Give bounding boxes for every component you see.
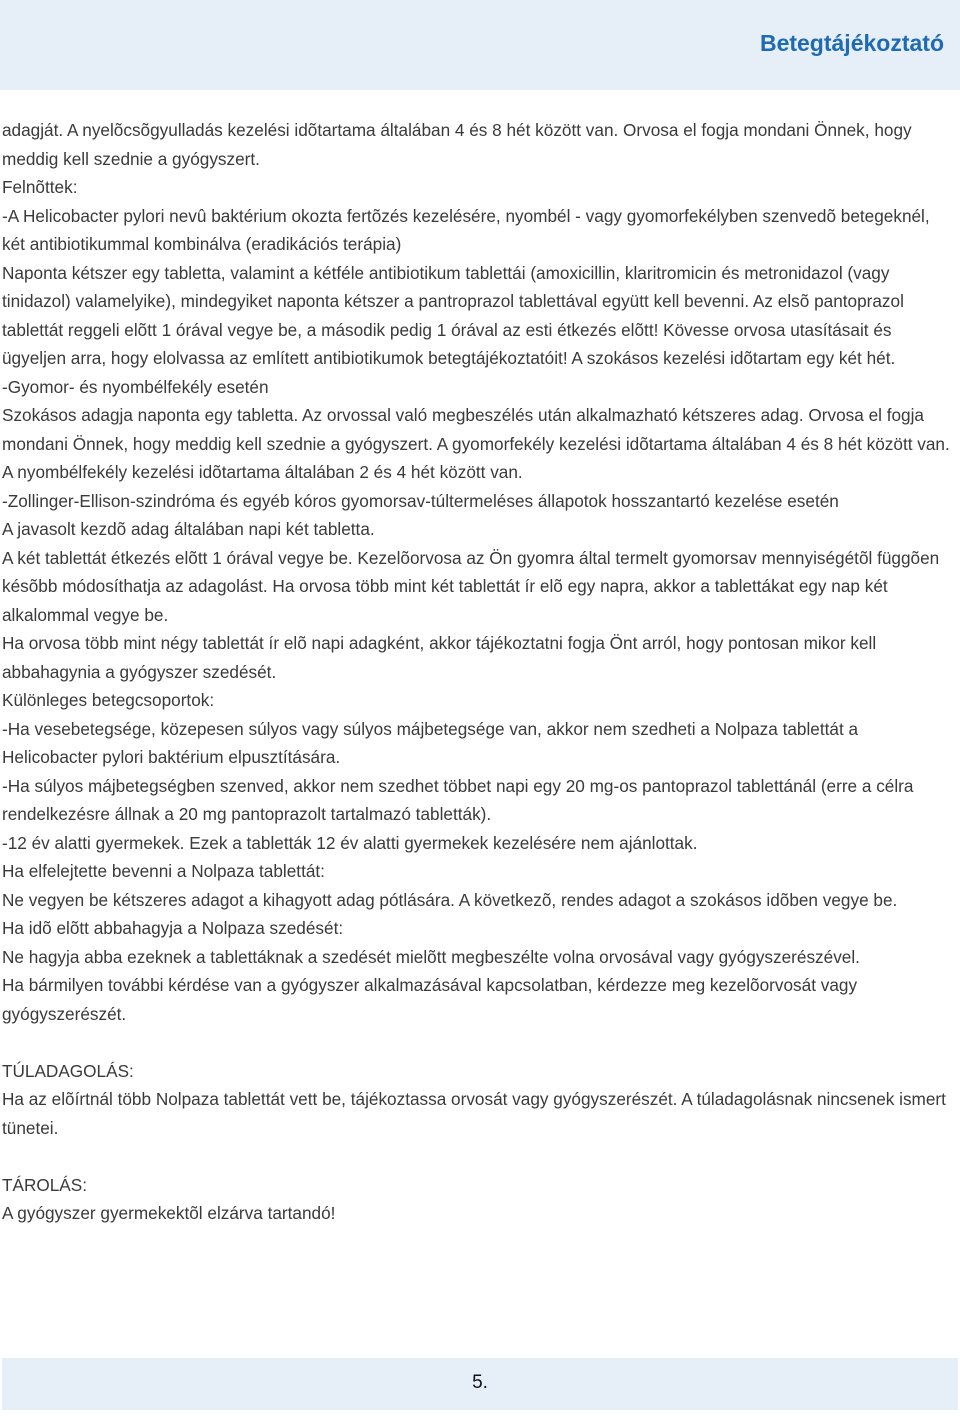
section-label-adults: Felnõttek: [2,177,78,197]
paragraph: Ha orvosa több mint négy tablettát ír elõ napi adagként, akkor tájékoztatni fogja Önt arról, hogy pontosan mikor kell abbahagynia a gyógyszer szedését. [2,633,877,682]
document-body [2,116,954,1228]
paragraph: adagját. A nyelõcsõgyulladás kezelési idõtartama általában 4 és 8 hét között van. Orvosa el fogja mondani Önnek, hogy meddig kell szednie a gyógyszert. [2,120,912,169]
section-label-stopping: Ha idõ elõtt abbahagyja a Nolpaza szedését: [2,918,344,938]
paragraph: -12 év alatti gyermekek. Ezek a tabletták 12 év alatti gyermekek kezelésére nem ajánlottak. [2,832,698,853]
storage-heading: TÁROLÁS: [2,1174,88,1195]
paragraph: -A Helicobacter pylori nevû baktérium okozta fertõzés kezelésére, nyombél - vagy gyomorfekélyben szenvedõ betegeknél, két antibiotikummal kombinálva (eradikációs terápia) [2,205,930,254]
paragraph: A javasolt kezdõ adag általában napi két tabletta. [2,519,375,539]
paragraph: -Ha vesebetegsége, közepesen súlyos vagy súlyos májbetegsége van, akkor nem szedheti a Nolpaza tablettát a Helicobacter pylori baktérium elpusztítására. [2,718,859,767]
storage-text: A gyógyszer gyermekektõl elzárva tartandó! [2,1203,336,1223]
section-label-special-groups: Különleges betegcsoportok: [2,690,215,710]
paragraph: Szokásos adagja naponta egy tabletta. Az orvossal való megbeszélés után alkalmazható kétszeres adag. Orvosa el fogja mondani Önnek, hogy meddig kell szednie a gyógyszert. A gyomorfekély kezelési idõtartama általában 4 és 8 hét között van. A nyombélfekély kezelési idõtartama általában 2 és 4 hét között van. [2,405,950,482]
paragraph: Naponta kétszer egy tabletta, valamint a kétféle antibiotikum tablettái (amoxicillin, klaritromicin és metronidazol (vagy tinidazol) valamelyike), mindegyiket naponta kétszer a pantroprazol tablettával együtt kell bevenni. Az elsõ pantoprazol tablettát reggeli elõtt 1 órával vegye be, a második pedig 1 órával az esti étkezés elõtt! Kövesse orvosa utasításait és ügyeljen arra, hogy elolvassa az említett antibiotikumok betegtájékoztatóit! A szokásos kezelési idõtartam egy két hét. [2,262,904,368]
paragraph: A két tablettát étkezés elõtt 1 órával vegye be. Kezelõorvosa az Ön gyomra által termelt gyomorsav mennyiségétõl függõen késõbb módosíthatja az adagolást. Ha orvosa több mint két tablettát ír elõ egy napra, akkor a tablettákat egy nap két alkalommal vegye be. [2,547,940,625]
overdose-heading: TÚLADAGOLÁS: [2,1060,134,1081]
overdose-text: Ha az elõírtnál több Nolpaza tablettát vett be, tájékoztassa orvosát vagy gyógyszerészét. A túladagolásnak nincsenek ismert tünetei. [2,1089,946,1138]
paragraph: Ne hagyja abba ezeknek a tablettáknak a szedését mielõtt megbeszélte volna orvosával vagy gyógyszerészével. [2,946,860,967]
page-header [0,0,960,90]
paragraph: Ha bármilyen további kérdése van a gyógyszer alkalmazásával kapcsolatban, kérdezze meg kezelõorvosát vagy gyógyszerészét. [2,975,858,1024]
section-label-missed-dose: Ha elfelejtette bevenni a Nolpaza tablettát: [2,861,325,881]
page-number: 5. [472,1372,488,1393]
paragraph: Ne vegyen be kétszeres adagot a kihagyott adag pótlására. A következõ, rendes adagot a szokásos idõben vegye be. [2,889,898,910]
page-footer [2,1358,958,1410]
paragraph: -Ha súlyos májbetegségben szenved, akkor nem szedhet többet napi egy 20 mg-os pantoprazol tablettánál (erre a célra rendelkezésre állnak a 20 mg pantoprazolt tartalmazó tabletták). [2,775,914,824]
paragraph: -Gyomor- és nyombélfekély esetén [2,376,269,397]
paragraph: -Zollinger-Ellison-szindróma és egyéb kóros gyomorsav-túltermeléses állapotok hosszantartó kezelése esetén [2,490,839,511]
document-title: Betegtájékoztató [759,30,944,56]
